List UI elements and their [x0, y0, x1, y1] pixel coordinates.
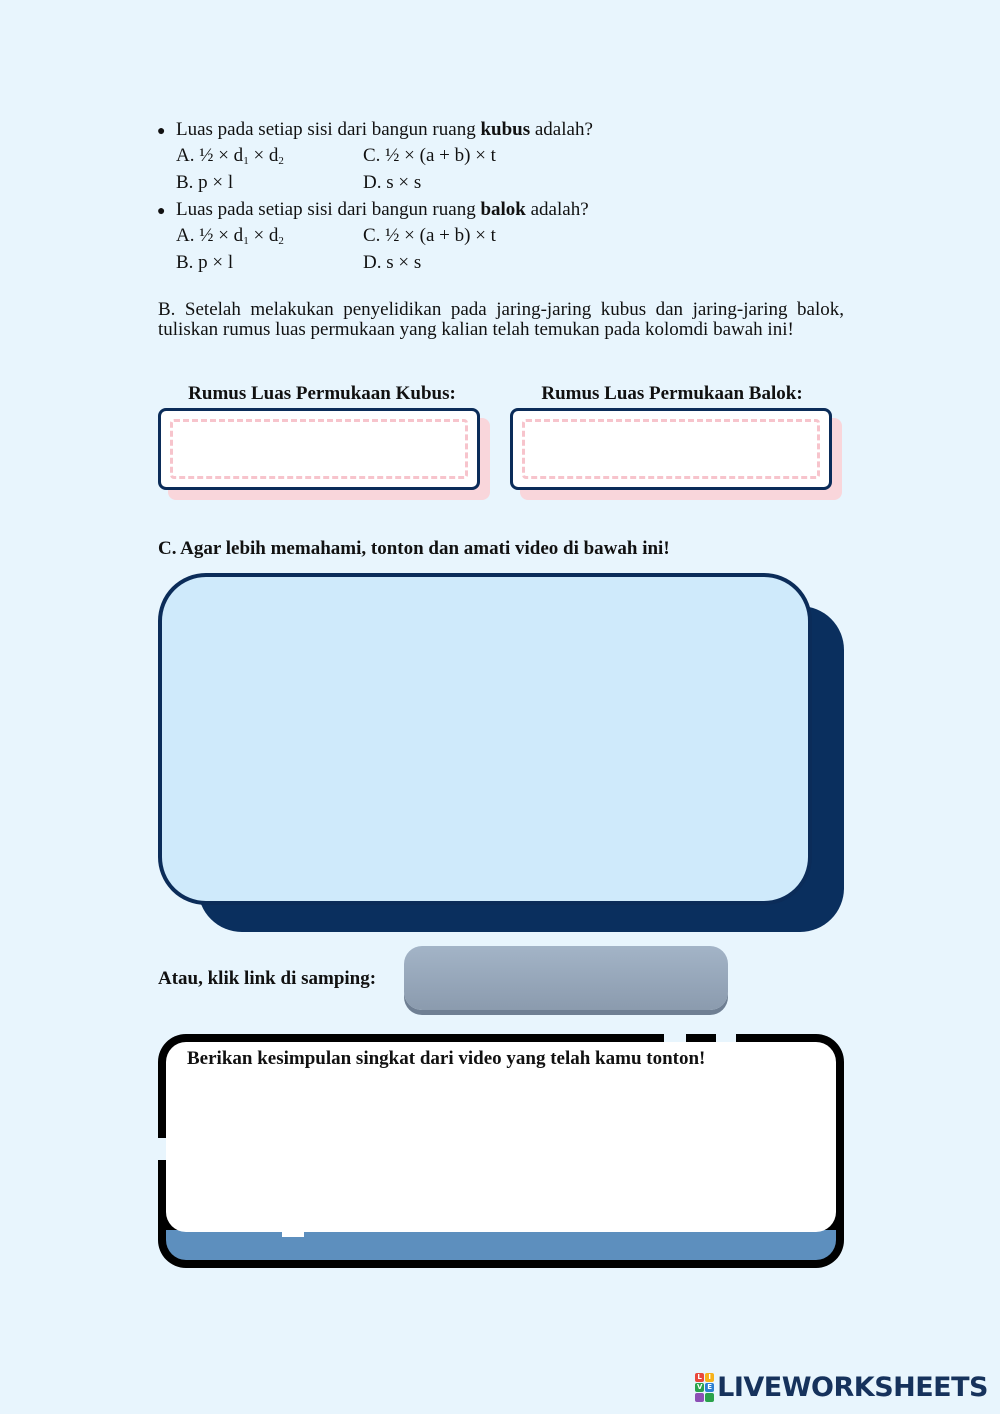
bullet: ● — [157, 124, 166, 139]
section-c-heading: C. Agar lebih memahami, tonton dan amati video di bawah ini! — [158, 538, 670, 559]
dashed-border — [522, 419, 820, 479]
option-d[interactable]: D. s × s — [363, 252, 422, 273]
logo-icon: L I V E — [695, 1373, 714, 1402]
instruction-paragraph: B. Setelah melakukan penyelidikan pada jaring-jaring kubus dan jaring-jaring balok, tuliskan rumus luas permukaan yang kalian telah temukan pada kolomdi bawah ini! — [158, 299, 844, 340]
question-keyword: balok — [480, 199, 526, 220]
option-a[interactable]: A. ½ × $d_1 \times d_2$ — [176, 145, 284, 167]
dashed-border — [170, 419, 468, 479]
option-a[interactable]: A. ½ × $d_1 \times d_2$ — [176, 225, 284, 247]
box-frame[interactable] — [158, 408, 480, 490]
question-1 — [176, 117, 593, 143]
border-gap — [716, 1030, 736, 1042]
border-gap — [282, 1231, 304, 1237]
summary-box-footer — [166, 1230, 836, 1260]
option-c[interactable]: C. ½ × (a + b) × t — [363, 145, 496, 166]
question-text: adalah? — [530, 119, 593, 140]
summary-input[interactable] — [166, 1042, 836, 1232]
box-frame[interactable] — [510, 408, 832, 490]
option-b[interactable]: B. p × l — [176, 252, 234, 273]
border-gap — [154, 1138, 166, 1160]
link-label: Atau, klik link di samping: — [158, 968, 377, 989]
question-keyword: kubus — [480, 119, 531, 140]
question-text: Luas pada setiap sisi dari bangun ruang — [176, 199, 481, 220]
option-d[interactable]: D. s × s — [363, 172, 422, 193]
summary-prompt: Berikan kesimpulan singkat dari video yang telah kamu tonton! — [187, 1048, 706, 1069]
kubus-formula-title: Rumus Luas Permukaan Kubus: — [188, 383, 456, 404]
video-link-button[interactable] — [404, 946, 728, 1010]
liveworksheets-logo — [695, 1372, 988, 1403]
bullet: ● — [157, 204, 166, 219]
kubus-formula-input[interactable] — [158, 408, 480, 490]
question-text: adalah? — [525, 199, 589, 220]
balok-formula-title: Rumus Luas Permukaan Balok: — [541, 383, 803, 404]
border-gap — [664, 1030, 686, 1042]
video-player[interactable] — [158, 573, 812, 905]
question-2 — [176, 197, 589, 223]
brand-name: LIVEWORKSHEETS — [717, 1372, 988, 1403]
balok-formula-input[interactable] — [510, 408, 832, 490]
question-text: Luas pada setiap sisi dari bangun ruang — [176, 119, 481, 140]
option-c[interactable]: C. ½ × (a + b) × t — [363, 225, 496, 246]
option-b[interactable]: B. p × l — [176, 172, 234, 193]
